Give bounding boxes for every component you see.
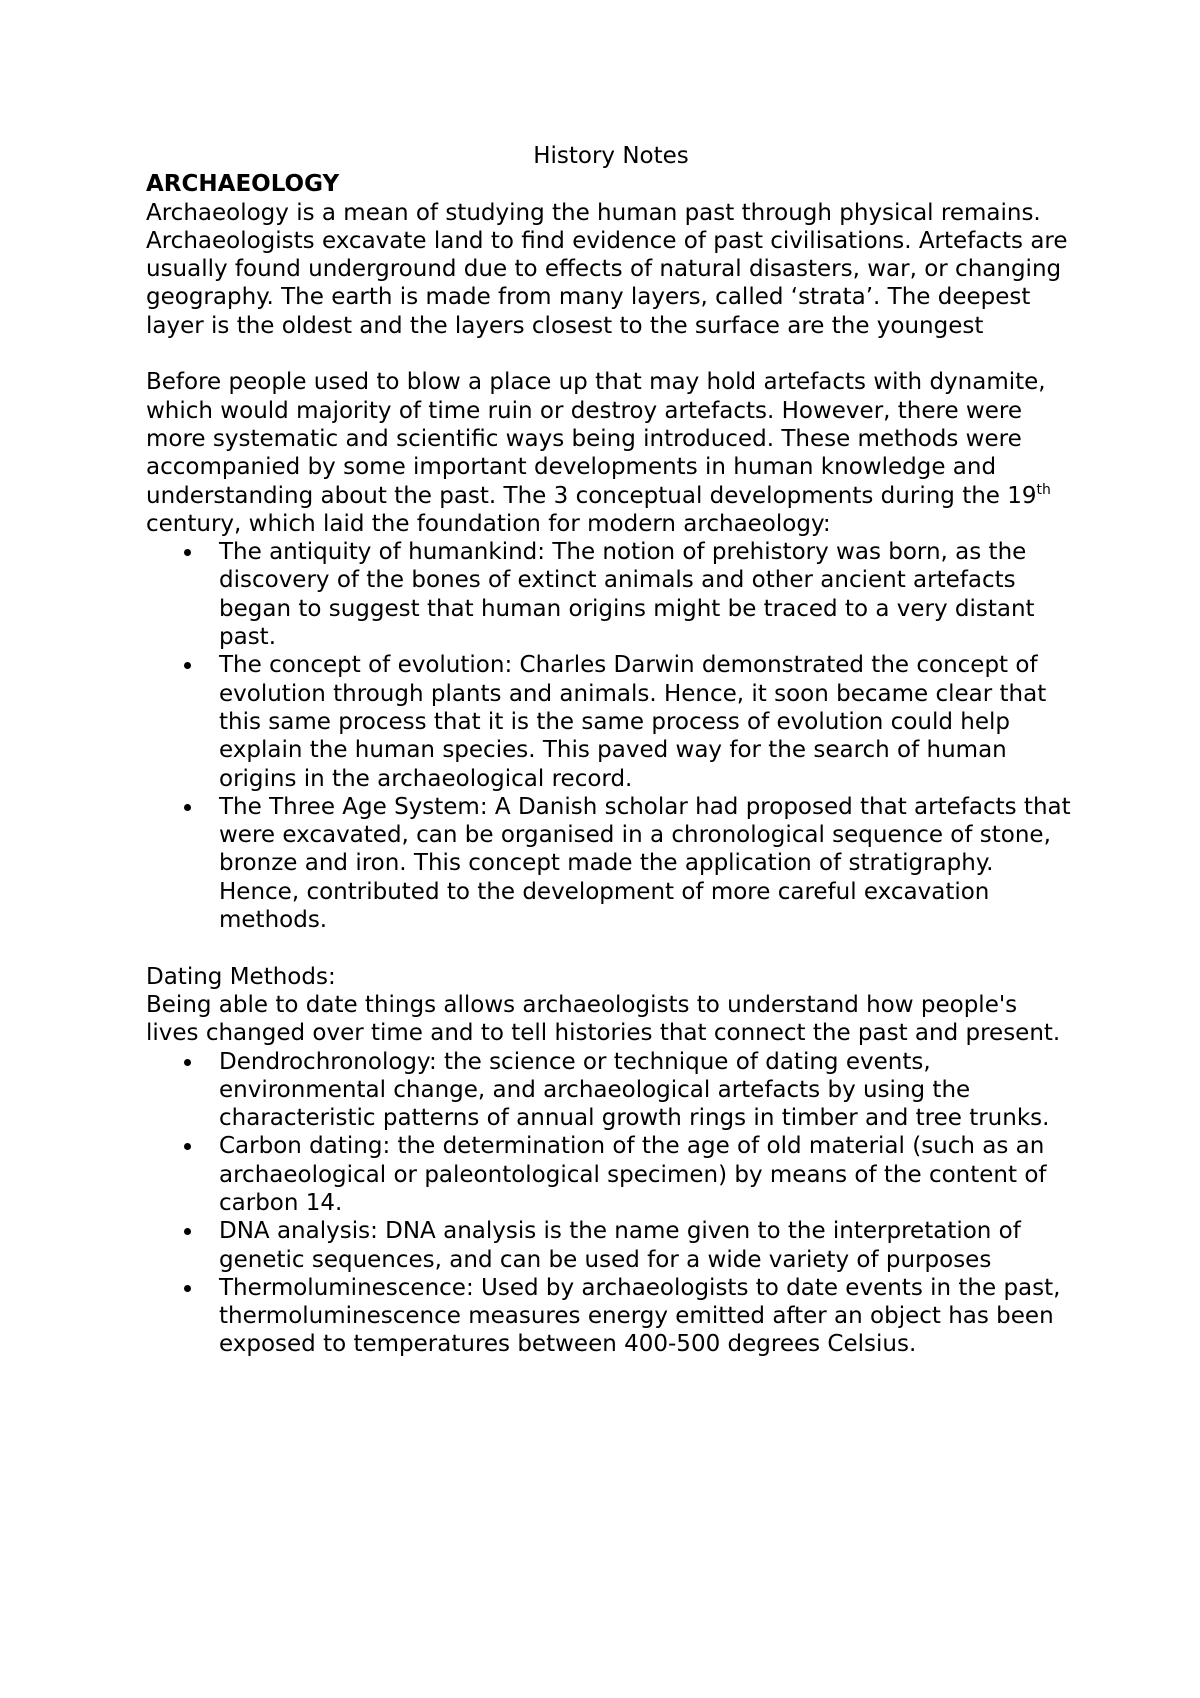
list-item: DNA analysis: DNA analysis is the name given to the interpretation of genetic sequences, and can be used for a wide variety of purposes xyxy=(146,1217,1076,1274)
section-heading: ARCHAEOLOGY xyxy=(146,171,340,198)
dating-heading: Dating Methods: xyxy=(146,963,336,990)
blank-line xyxy=(146,934,1076,962)
list-item: The antiquity of humankind: The notion of prehistory was born, as the discovery of the bones of extinct animals and other ancient artefacts began to suggest that human origins might be traced to a very distant past. xyxy=(146,538,1076,651)
list-item: Carbon dating: the determination of the age of old material (such as an archaeological or paleontological specimen) by means of the content of carbon 14. xyxy=(146,1132,1076,1217)
ordinal-superscript: th xyxy=(1036,481,1051,498)
blank-line xyxy=(146,340,1076,368)
history-paragraph-part1: Before people used to blow a place up that may hold artefacts with dynamite, which would majority of time ruin or destroy artefacts. However, there were more systematic and scientific ways being introduced. These methods were accompanied by some important developments in human knowledge and understanding about the past. The 3 conceptual developments during the 19 xyxy=(146,369,1046,509)
document-page xyxy=(146,142,1076,1359)
dating-methods-list xyxy=(146,1048,1076,1359)
history-paragraph xyxy=(146,368,1076,538)
history-paragraph-part2: century, which laid the foundation for modern archaeology: xyxy=(146,510,831,537)
dating-intro-paragraph: Being able to date things allows archaeologists to understand how people's lives changed over time and to tell histories that connect the past and present. xyxy=(146,991,1061,1047)
list-item: The Three Age System: A Danish scholar had proposed that artefacts that were excavated, can be organised in a chronological sequence of stone, bronze and iron. This concept made the application of stratigraphy. Hence, contributed to the development of more careful excavation methods. xyxy=(146,793,1076,934)
document-title: History Notes xyxy=(533,143,689,169)
list-item: Thermoluminescence: Used by archaeologists to date events in the past, thermoluminescence measures energy emitted after an object has been exposed to temperatures between 400-500 degrees Celsius. xyxy=(146,1274,1076,1359)
list-item: Dendrochronology: the science or technique of dating events, environmental change, and archaeological artefacts by using the characteristic patterns of annual growth rings in timber and tree trunks. xyxy=(146,1048,1076,1133)
intro-paragraph: Archaeology is a mean of studying the human past through physical remains. Archaeologists excavate land to find evidence of past civilisations. Artefacts are usually found underground due to effects of natural disasters, war, or changing geography. The earth is made from many layers, called ‘strata’. The deepest layer is the oldest and the layers closest to the surface are the youngest xyxy=(146,199,1068,339)
list-item: The concept of evolution: Charles Darwin demonstrated the concept of evolution through plants and animals. Hence, it soon became clear that this same process that it is the same process of evolution could help explain the human species. This paved way for the search of human origins in the archaeological record. xyxy=(146,651,1076,792)
conceptual-developments-list xyxy=(146,538,1076,934)
